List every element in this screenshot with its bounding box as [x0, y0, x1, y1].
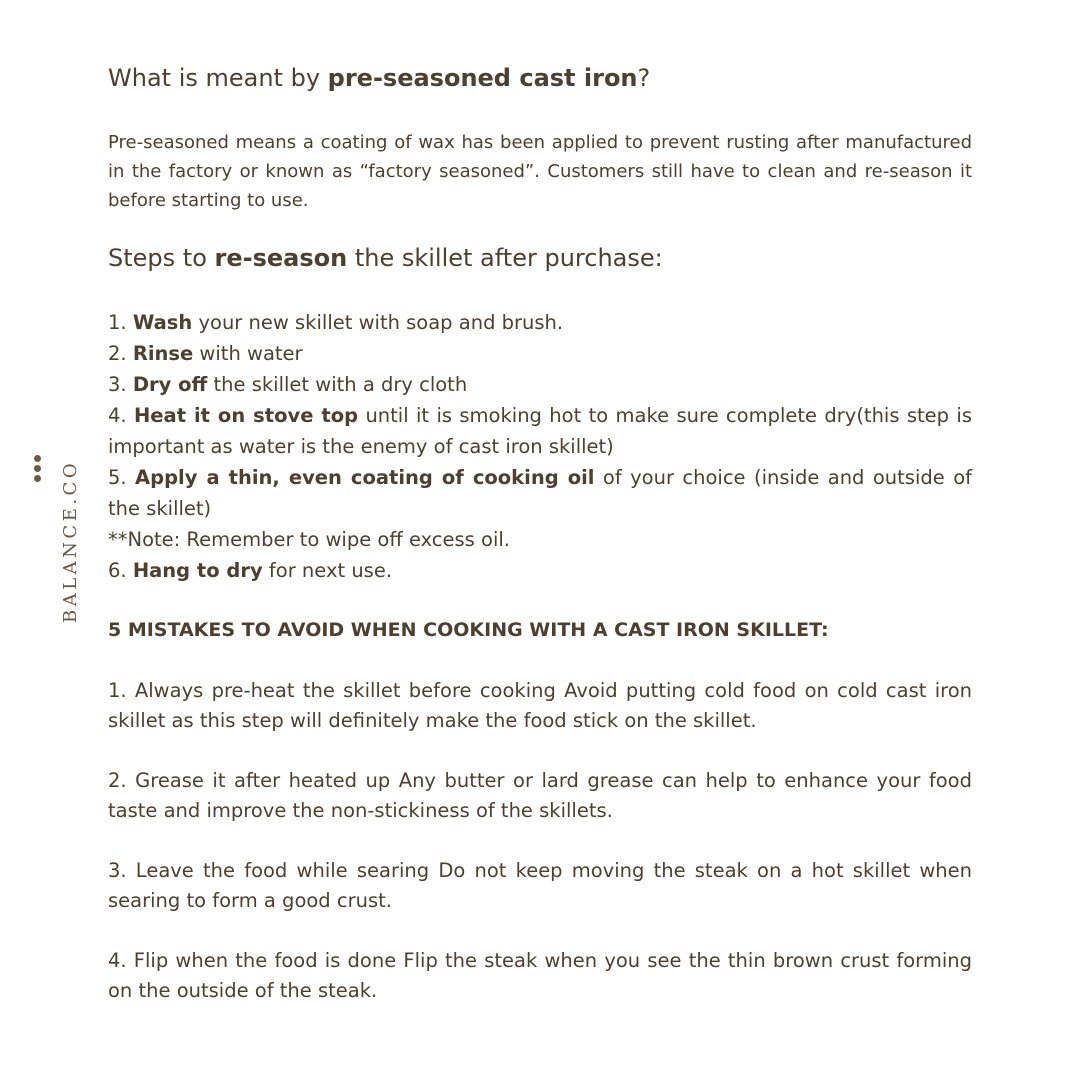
list-item: 4. Flip when the food is done Flip the steak when you see the thin brown crust forming on the outside of the steak.: [108, 949, 972, 1002]
heading-prefix: What is meant by: [108, 64, 328, 92]
intro-paragraph: Pre-seasoned means a coating of wax has been applied to prevent rusting after manufactured in the factory or known as “factory seasoned”. Customers still have to clean and re-season it before starting to use.: [108, 132, 972, 211]
steps-list: [108, 307, 972, 586]
list-item: 4. Heat it on stove top until it is smoking hot to make sure complete dry(this step is important as water is the enemy of cast iron skillet): [108, 404, 973, 458]
note: **Note: Remember to wipe off excess oil.: [108, 528, 511, 551]
heading-re-season: [108, 240, 972, 276]
mistakes-list: [108, 676, 972, 1036]
list-item: 3. Leave the food while searing Do not keep moving the steak on a hot skillet when searing to form a good crust.: [108, 859, 972, 912]
list-item: 2. Grease it after heated up Any butter or lard grease can help to enhance your food taste and improve the non-stickiness of the skillets.: [108, 769, 972, 822]
heading-bold: re-season: [214, 244, 348, 272]
heading-suffix: ?: [637, 64, 651, 92]
list-item: 1. Always pre-heat the skillet before cooking Avoid putting cold food on cold cast iron skillet as this step will definitely make the food stick on the skillet.: [108, 679, 972, 732]
list-item: 2. Rinse with water: [108, 342, 303, 365]
heading-mistakes: 5 MISTAKES TO AVOID WHEN COOKING WITH A CAST IRON SKILLET:: [108, 619, 829, 641]
list-item: 1. Wash your new skillet with soap and brush.: [108, 311, 564, 334]
heading-suffix: the skillet after purchase:: [347, 244, 663, 272]
dots-icon: [34, 455, 44, 487]
brand-logo: [18, 455, 81, 625]
heading-prefix: Steps to: [108, 244, 215, 272]
list-item: 6. Hang to dry for next use.: [108, 559, 393, 582]
heading-pre-seasoned: [108, 60, 972, 96]
brand-name: BALANCE.CO: [60, 459, 81, 623]
list-item: 3. Dry off the skillet with a dry cloth: [108, 373, 468, 396]
heading-bold: pre-seasoned cast iron: [327, 64, 638, 92]
list-item: 5. Apply a thin, even coating of cooking oil of your choice (inside and outside of the skillet): [108, 466, 972, 520]
